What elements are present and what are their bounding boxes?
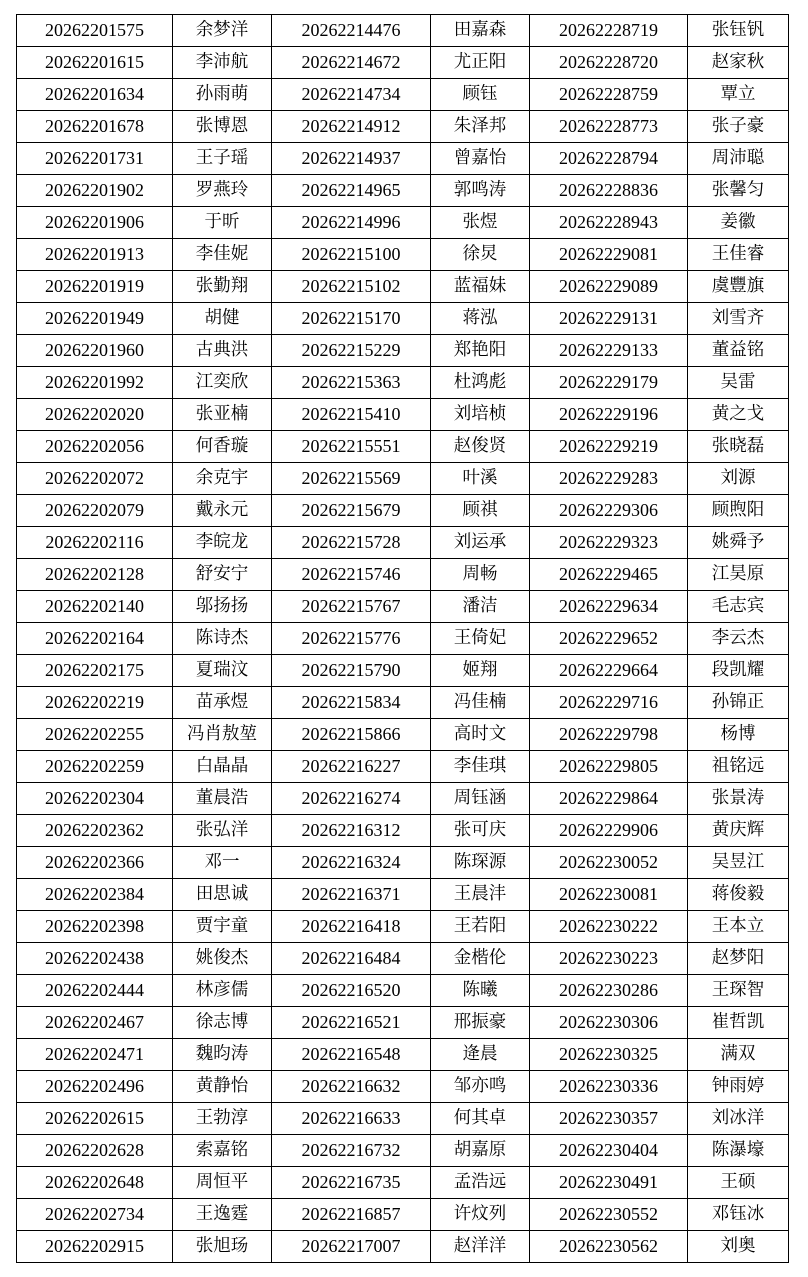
student-id-cell: 20262201949 [17,303,173,335]
student-name-cell: 胡嘉原 [431,1135,530,1167]
student-name-cell: 李云杰 [688,623,789,655]
student-id-cell: 20262230222 [530,911,688,943]
student-id-cell: 20262216633 [272,1103,431,1135]
student-id-cell: 20262228836 [530,175,688,207]
student-name-cell: 杜鸿彪 [431,367,530,399]
student-name-cell: 崔哲凯 [688,1007,789,1039]
student-name-cell: 张旭玚 [173,1231,272,1263]
student-name-cell: 王晨沣 [431,879,530,911]
student-name-cell: 邹亦鸣 [431,1071,530,1103]
student-name-cell: 张可庆 [431,815,530,847]
student-id-cell: 20262230491 [530,1167,688,1199]
table-row [17,79,789,111]
roster-table-body [17,15,789,1263]
student-name-cell: 孙雨萌 [173,79,272,111]
student-id-cell: 20262215170 [272,303,431,335]
student-id-cell: 20262202255 [17,719,173,751]
student-name-cell: 徐志博 [173,1007,272,1039]
student-name-cell: 张博恩 [173,111,272,143]
student-name-cell: 周恒平 [173,1167,272,1199]
student-id-cell: 20262202444 [17,975,173,1007]
student-id-cell: 20262215790 [272,655,431,687]
student-id-cell: 20262229634 [530,591,688,623]
student-id-cell: 20262202079 [17,495,173,527]
student-name-cell: 钟雨婷 [688,1071,789,1103]
student-name-cell: 曾嘉怡 [431,143,530,175]
student-id-cell: 20262202175 [17,655,173,687]
student-name-cell: 苗承煜 [173,687,272,719]
student-name-cell: 黄庆辉 [688,815,789,847]
student-name-cell: 贾宇童 [173,911,272,943]
student-name-cell: 陈诗杰 [173,623,272,655]
table-row [17,655,789,687]
student-id-cell: 20262202366 [17,847,173,879]
student-name-cell: 邬扬扬 [173,591,272,623]
table-row [17,1167,789,1199]
student-name-cell: 董晨浩 [173,783,272,815]
table-row [17,335,789,367]
student-id-cell: 20262230223 [530,943,688,975]
table-row [17,879,789,911]
student-id-cell: 20262202056 [17,431,173,463]
student-name-cell: 赵洋洋 [431,1231,530,1263]
student-name-cell: 张馨匀 [688,175,789,207]
student-name-cell: 江奕欣 [173,367,272,399]
student-name-cell: 杨博 [688,719,789,751]
student-id-cell: 20262229089 [530,271,688,303]
student-name-cell: 王佳睿 [688,239,789,271]
student-name-cell: 陈琛源 [431,847,530,879]
table-row [17,399,789,431]
table-row [17,975,789,1007]
table-row [17,623,789,655]
table-row [17,847,789,879]
student-id-cell: 20262216418 [272,911,431,943]
table-row [17,303,789,335]
student-id-cell: 20262216520 [272,975,431,1007]
student-name-cell: 周畅 [431,559,530,591]
student-name-cell: 罗燕玲 [173,175,272,207]
student-id-cell: 20262201992 [17,367,173,399]
student-name-cell: 邓一 [173,847,272,879]
student-id-cell: 20262230562 [530,1231,688,1263]
student-id-cell: 20262202615 [17,1103,173,1135]
student-name-cell: 刘奥 [688,1231,789,1263]
student-name-cell: 邢振豪 [431,1007,530,1039]
table-row [17,15,789,47]
student-name-cell: 李皖龙 [173,527,272,559]
student-id-cell: 20262229465 [530,559,688,591]
table-row [17,911,789,943]
student-id-cell: 20262214912 [272,111,431,143]
student-name-cell: 姚舜予 [688,527,789,559]
student-id-cell: 20262201678 [17,111,173,143]
student-name-cell: 王硕 [688,1167,789,1199]
student-name-cell: 江昊原 [688,559,789,591]
student-name-cell: 刘运承 [431,527,530,559]
student-name-cell: 潘洁 [431,591,530,623]
student-id-cell: 20262201902 [17,175,173,207]
student-name-cell: 赵俊贤 [431,431,530,463]
table-row [17,367,789,399]
roster-table [16,14,789,1263]
student-id-cell: 20262229652 [530,623,688,655]
student-name-cell: 尤正阳 [431,47,530,79]
student-name-cell: 许炆列 [431,1199,530,1231]
student-id-cell: 20262215363 [272,367,431,399]
student-name-cell: 李佳琪 [431,751,530,783]
student-id-cell: 20262230404 [530,1135,688,1167]
student-name-cell: 段凯耀 [688,655,789,687]
student-id-cell: 20262215834 [272,687,431,719]
student-id-cell: 20262214965 [272,175,431,207]
student-id-cell: 20262215767 [272,591,431,623]
student-id-cell: 20262216632 [272,1071,431,1103]
table-row [17,1007,789,1039]
table-row [17,1039,789,1071]
student-id-cell: 20262202128 [17,559,173,591]
table-row [17,687,789,719]
student-id-cell: 20262201960 [17,335,173,367]
student-id-cell: 20262202471 [17,1039,173,1071]
table-row [17,47,789,79]
student-id-cell: 20262202259 [17,751,173,783]
student-name-cell: 刘源 [688,463,789,495]
student-name-cell: 姬翔 [431,655,530,687]
table-row [17,271,789,303]
student-id-cell: 20262229131 [530,303,688,335]
student-name-cell: 邓钰冰 [688,1199,789,1231]
student-name-cell: 吴雷 [688,367,789,399]
student-name-cell: 冯肖敖堃 [173,719,272,751]
student-name-cell: 张亚楠 [173,399,272,431]
student-id-cell: 20262229283 [530,463,688,495]
student-id-cell: 20262215776 [272,623,431,655]
student-name-cell: 张煜 [431,207,530,239]
student-id-cell: 20262228720 [530,47,688,79]
student-name-cell: 陈曦 [431,975,530,1007]
student-id-cell: 20262201731 [17,143,173,175]
student-id-cell: 20262229805 [530,751,688,783]
student-name-cell: 林彦儒 [173,975,272,1007]
student-id-cell: 20262214996 [272,207,431,239]
student-id-cell: 20262202020 [17,399,173,431]
student-id-cell: 20262201634 [17,79,173,111]
student-name-cell: 毛志宾 [688,591,789,623]
student-name-cell: 徐炅 [431,239,530,271]
student-id-cell: 20262201906 [17,207,173,239]
student-name-cell: 李沛航 [173,47,272,79]
student-name-cell: 王勃淳 [173,1103,272,1135]
table-row [17,239,789,271]
student-name-cell: 高时文 [431,719,530,751]
table-row [17,207,789,239]
table-row [17,1231,789,1263]
student-name-cell: 刘培桢 [431,399,530,431]
table-row [17,1135,789,1167]
student-id-cell: 20262216324 [272,847,431,879]
student-name-cell: 王本立 [688,911,789,943]
student-id-cell: 20262228943 [530,207,688,239]
table-row [17,431,789,463]
student-name-cell: 张景涛 [688,783,789,815]
student-name-cell: 刘冰洋 [688,1103,789,1135]
student-id-cell: 20262216735 [272,1167,431,1199]
student-id-cell: 20262214937 [272,143,431,175]
student-name-cell: 赵梦阳 [688,943,789,975]
student-name-cell: 顾钰 [431,79,530,111]
student-id-cell: 20262215229 [272,335,431,367]
student-id-cell: 20262229133 [530,335,688,367]
student-name-cell: 戴永元 [173,495,272,527]
student-id-cell: 20262230336 [530,1071,688,1103]
table-row [17,463,789,495]
student-id-cell: 20262230286 [530,975,688,1007]
table-row [17,1103,789,1135]
student-id-cell: 20262229196 [530,399,688,431]
student-name-cell: 索嘉铭 [173,1135,272,1167]
student-name-cell: 吴昱江 [688,847,789,879]
student-id-cell: 20262215866 [272,719,431,751]
student-id-cell: 20262215569 [272,463,431,495]
student-name-cell: 张弘洋 [173,815,272,847]
table-row [17,175,789,207]
student-id-cell: 20262216312 [272,815,431,847]
student-name-cell: 姜徽 [688,207,789,239]
student-name-cell: 何香璇 [173,431,272,463]
student-name-cell: 满双 [688,1039,789,1071]
table-row [17,1199,789,1231]
student-id-cell: 20262214734 [272,79,431,111]
student-name-cell: 王倚妃 [431,623,530,655]
student-id-cell: 20262202915 [17,1231,173,1263]
student-id-cell: 20262217007 [272,1231,431,1263]
student-name-cell: 孙锦正 [688,687,789,719]
student-id-cell: 20262201615 [17,47,173,79]
student-id-cell: 20262216227 [272,751,431,783]
student-name-cell: 郑艳阳 [431,335,530,367]
table-row [17,1071,789,1103]
student-id-cell: 20262216548 [272,1039,431,1071]
student-name-cell: 胡健 [173,303,272,335]
student-name-cell: 虞豐旗 [688,271,789,303]
student-name-cell: 王子瑶 [173,143,272,175]
table-row [17,591,789,623]
student-id-cell: 20262216857 [272,1199,431,1231]
table-row [17,943,789,975]
student-id-cell: 20262202734 [17,1199,173,1231]
student-id-cell: 20262215410 [272,399,431,431]
student-name-cell: 余梦洋 [173,15,272,47]
student-name-cell: 王若阳 [431,911,530,943]
student-id-cell: 20262216371 [272,879,431,911]
student-id-cell: 20262228759 [530,79,688,111]
student-name-cell: 张勤翔 [173,271,272,303]
student-name-cell: 余克宇 [173,463,272,495]
student-id-cell: 20262229716 [530,687,688,719]
student-id-cell: 20262215679 [272,495,431,527]
student-id-cell: 20262202304 [17,783,173,815]
student-id-cell: 20262228719 [530,15,688,47]
student-id-cell: 20262215100 [272,239,431,271]
student-name-cell: 蓝福妹 [431,271,530,303]
student-id-cell: 20262215551 [272,431,431,463]
student-id-cell: 20262230325 [530,1039,688,1071]
student-name-cell: 赵家秋 [688,47,789,79]
student-name-cell: 刘雪齐 [688,303,789,335]
table-row [17,815,789,847]
student-id-cell: 20262230052 [530,847,688,879]
student-id-cell: 20262228773 [530,111,688,143]
student-id-cell: 20262216521 [272,1007,431,1039]
student-id-cell: 20262202628 [17,1135,173,1167]
table-row [17,559,789,591]
student-name-cell: 蒋泓 [431,303,530,335]
student-name-cell: 李佳妮 [173,239,272,271]
student-id-cell: 20262216484 [272,943,431,975]
student-name-cell: 张钰钒 [688,15,789,47]
student-name-cell: 黄静怡 [173,1071,272,1103]
student-name-cell: 田嘉森 [431,15,530,47]
student-name-cell: 王逸霆 [173,1199,272,1231]
student-name-cell: 黄之戈 [688,399,789,431]
student-name-cell: 覃立 [688,79,789,111]
student-name-cell: 冯佳楠 [431,687,530,719]
student-name-cell: 古典洪 [173,335,272,367]
student-id-cell: 20262202140 [17,591,173,623]
student-name-cell: 白晶晶 [173,751,272,783]
student-id-cell: 20262201919 [17,271,173,303]
student-id-cell: 20262215728 [272,527,431,559]
student-id-cell: 20262202384 [17,879,173,911]
student-id-cell: 20262229864 [530,783,688,815]
student-name-cell: 孟浩远 [431,1167,530,1199]
student-name-cell: 张晓磊 [688,431,789,463]
student-id-cell: 20262229081 [530,239,688,271]
student-id-cell: 20262229798 [530,719,688,751]
student-name-cell: 郭鸣涛 [431,175,530,207]
table-row [17,527,789,559]
student-name-cell: 田思诚 [173,879,272,911]
student-id-cell: 20262216274 [272,783,431,815]
student-name-cell: 祖铭远 [688,751,789,783]
table-row [17,143,789,175]
table-row [17,495,789,527]
student-id-cell: 20262229306 [530,495,688,527]
student-name-cell: 金楷伦 [431,943,530,975]
student-name-cell: 董益铭 [688,335,789,367]
student-name-cell: 夏瑞汶 [173,655,272,687]
student-id-cell: 20262202362 [17,815,173,847]
table-row [17,719,789,751]
student-name-cell: 姚俊杰 [173,943,272,975]
student-id-cell: 20262202116 [17,527,173,559]
student-id-cell: 20262214672 [272,47,431,79]
student-name-cell: 顾祺 [431,495,530,527]
student-id-cell: 20262202467 [17,1007,173,1039]
student-id-cell: 20262202072 [17,463,173,495]
table-row [17,751,789,783]
student-name-cell: 舒安宁 [173,559,272,591]
student-id-cell: 20262214476 [272,15,431,47]
student-id-cell: 20262216732 [272,1135,431,1167]
student-id-cell: 20262215746 [272,559,431,591]
student-name-cell: 于昕 [173,207,272,239]
student-id-cell: 20262228794 [530,143,688,175]
roster-sheet [16,14,788,1263]
student-id-cell: 20262202164 [17,623,173,655]
student-id-cell: 20262229219 [530,431,688,463]
student-id-cell: 20262230306 [530,1007,688,1039]
student-name-cell: 陈瀑壕 [688,1135,789,1167]
student-id-cell: 20262201575 [17,15,173,47]
student-id-cell: 20262202648 [17,1167,173,1199]
student-name-cell: 周沛聪 [688,143,789,175]
student-id-cell: 20262229179 [530,367,688,399]
student-id-cell: 20262202438 [17,943,173,975]
student-name-cell: 蒋俊毅 [688,879,789,911]
table-row [17,783,789,815]
student-name-cell: 逄晨 [431,1039,530,1071]
student-id-cell: 20262202219 [17,687,173,719]
student-id-cell: 20262229664 [530,655,688,687]
student-name-cell: 张子豪 [688,111,789,143]
student-id-cell: 20262202398 [17,911,173,943]
student-id-cell: 20262230357 [530,1103,688,1135]
student-id-cell: 20262230552 [530,1199,688,1231]
student-name-cell: 朱泽邦 [431,111,530,143]
student-name-cell: 周钰涵 [431,783,530,815]
table-row [17,111,789,143]
student-id-cell: 20262230081 [530,879,688,911]
student-id-cell: 20262201913 [17,239,173,271]
student-id-cell: 20262229906 [530,815,688,847]
student-name-cell: 顾煦阳 [688,495,789,527]
student-name-cell: 魏昀涛 [173,1039,272,1071]
student-id-cell: 20262229323 [530,527,688,559]
student-id-cell: 20262215102 [272,271,431,303]
student-id-cell: 20262202496 [17,1071,173,1103]
student-name-cell: 何其卓 [431,1103,530,1135]
student-name-cell: 王琛智 [688,975,789,1007]
student-name-cell: 叶溪 [431,463,530,495]
